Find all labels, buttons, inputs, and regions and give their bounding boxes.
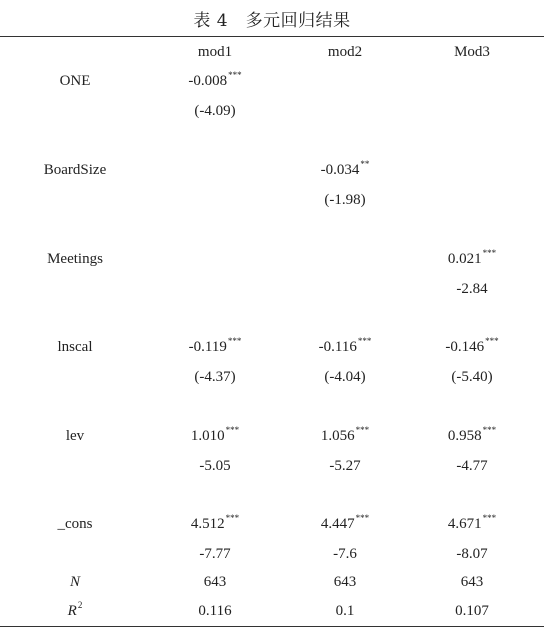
coefficient-cell <box>397 336 544 356</box>
coefficient-value: 4.671 <box>447 516 482 532</box>
summary-label-text: R <box>67 603 77 619</box>
coefficient-value: 0.958 <box>447 428 482 444</box>
coefficient-cell <box>397 248 544 268</box>
significance-stars: ** <box>360 159 370 169</box>
summary-label-superscript: 2 <box>77 600 83 610</box>
statistic-value: (-1.98) <box>324 192 366 208</box>
row-label-lnscal <box>0 339 150 356</box>
coefficient-value: -0.116 <box>318 339 357 355</box>
statistic-cell <box>397 546 544 563</box>
significance-stars: *** <box>355 425 370 435</box>
summary-value-text: 0.1 <box>335 603 355 619</box>
significance-stars: *** <box>225 513 240 523</box>
statistic-cell <box>140 458 290 475</box>
coefficient-value: -0.119 <box>188 339 227 355</box>
significance-stars: *** <box>482 513 497 523</box>
summary-value <box>140 603 290 620</box>
statistic-value: (-4.09) <box>194 103 236 119</box>
column-header-mod3: Mod3 <box>454 44 490 60</box>
coefficient-cell <box>397 425 544 445</box>
significance-stars: *** <box>225 425 240 435</box>
row-label-text: BoardSize <box>43 162 107 178</box>
coefficient-value: 4.512 <box>190 516 225 532</box>
significance-stars: *** <box>228 70 242 80</box>
statistic-cell <box>397 458 544 475</box>
statistic-cell <box>397 369 544 386</box>
coefficient-cell <box>397 513 544 533</box>
statistic-value: (-4.37) <box>194 369 236 385</box>
statistic-cell <box>270 192 420 209</box>
significance-stars: *** <box>355 513 370 523</box>
table-caption: 表 4 多元回归结果 <box>193 11 351 31</box>
coefficient-value: 1.056 <box>320 428 355 444</box>
statistic-value: -7.77 <box>199 546 231 562</box>
row-label-text: lnscal <box>57 339 93 355</box>
coefficient-cell <box>140 513 290 533</box>
statistic-cell <box>140 369 290 386</box>
summary-value <box>397 574 544 591</box>
coefficient-value: -0.008 <box>188 73 228 89</box>
statistic-value: -5.05 <box>199 458 231 474</box>
statistic-value: (-5.40) <box>451 369 493 385</box>
coefficient-value: 4.447 <box>320 516 355 532</box>
coefficient-value: -0.034 <box>320 162 360 178</box>
significance-stars: *** <box>482 425 497 435</box>
coefficient-cell <box>140 70 290 90</box>
coefficient-cell <box>140 425 290 445</box>
summary-label <box>0 574 150 591</box>
statistic-cell <box>140 546 290 563</box>
statistic-value: -7.6 <box>333 546 357 562</box>
coefficient-value: 1.010 <box>190 428 225 444</box>
coefficient-value: -0.146 <box>445 339 485 355</box>
statistic-value: -8.07 <box>456 546 488 562</box>
row-label-one <box>0 73 150 90</box>
coefficient-cell <box>140 336 290 356</box>
statistic-value: -4.77 <box>456 458 488 474</box>
top-rule <box>0 36 544 37</box>
summary-value <box>140 574 290 591</box>
row-label-lev <box>0 428 150 445</box>
significance-stars: *** <box>485 336 499 346</box>
row-label-text: lev <box>65 428 85 444</box>
coefficient-cell <box>270 159 420 179</box>
row-label-text: _cons <box>57 516 93 532</box>
coefficient-value: 0.021 <box>447 251 482 267</box>
summary-value-text: 643 <box>203 574 227 590</box>
statistic-value: -5.27 <box>329 458 361 474</box>
significance-stars: *** <box>482 248 497 258</box>
row-label-boardsize <box>0 162 150 179</box>
summary-value-text: 643 <box>460 574 484 590</box>
significance-stars: *** <box>357 336 372 346</box>
statistic-value: (-4.04) <box>324 369 366 385</box>
row-label-text: Meetings <box>47 251 103 267</box>
significance-stars: *** <box>227 336 242 346</box>
summary-label <box>0 600 150 620</box>
summary-value-text: 0.107 <box>455 603 489 619</box>
summary-value-text: 643 <box>333 574 357 590</box>
statistic-cell <box>397 281 544 298</box>
row-label-cons <box>0 516 150 533</box>
column-header-mod1: mod1 <box>197 44 233 60</box>
summary-value <box>397 603 544 620</box>
row-label-meetings <box>0 251 150 268</box>
summary-label-text: N <box>69 574 80 590</box>
summary-value-text: 0.116 <box>198 603 232 619</box>
row-label-text: ONE <box>59 73 91 89</box>
statistic-value: -2.84 <box>456 281 488 297</box>
column-header-mod2: mod2 <box>327 44 363 60</box>
statistic-cell <box>140 103 290 120</box>
